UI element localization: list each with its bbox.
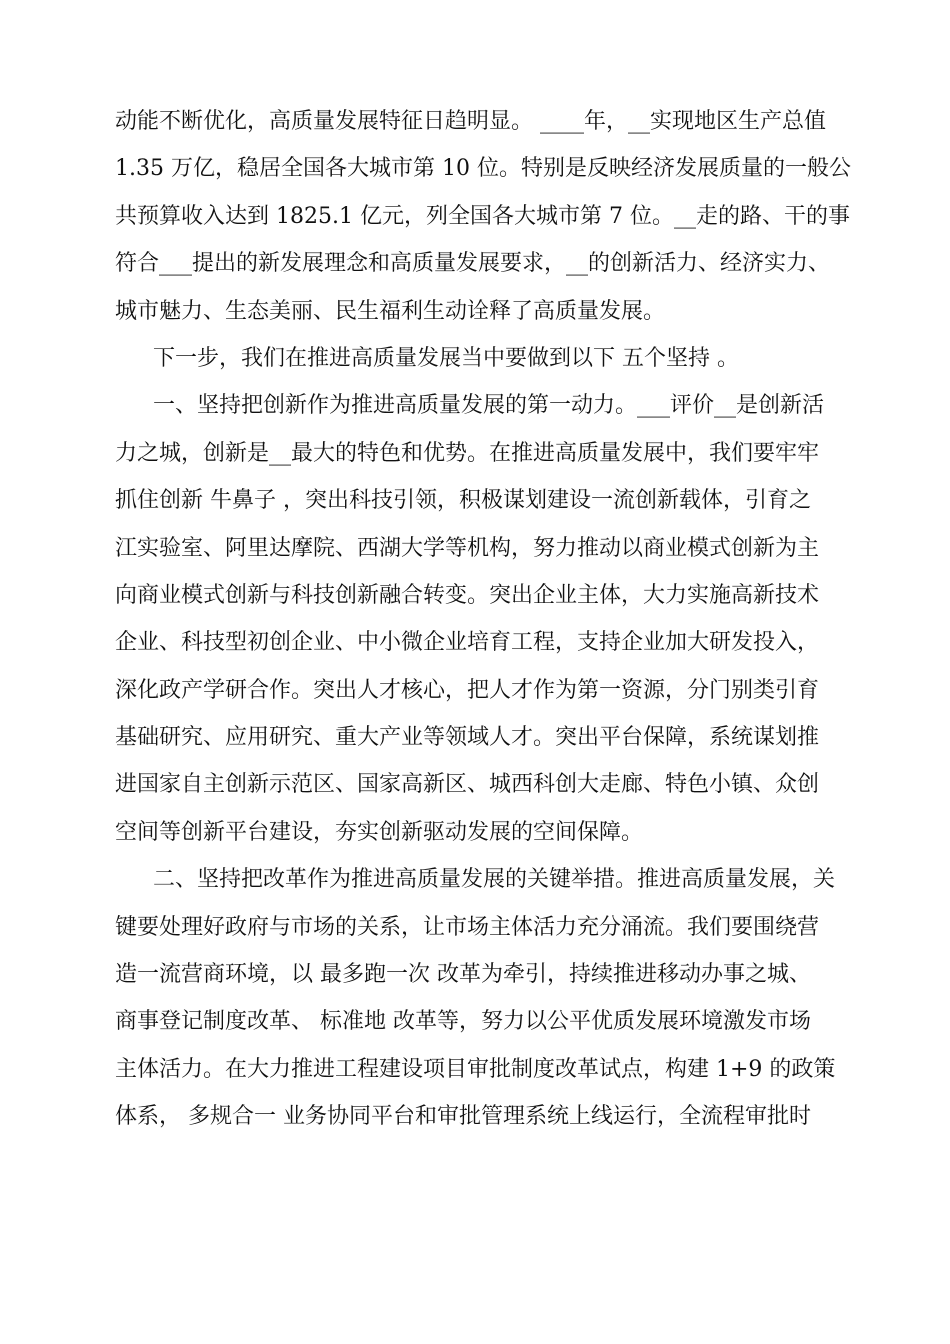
text-line: 力之城，创新是__最大的特色和优势。在推进高质量发展中，我们要牢牢 <box>115 440 820 466</box>
text-line: 江实验室、阿里达摩院、西湖大学等机构，努力推动以商业模式创新为主 <box>115 535 820 561</box>
text-line: 向商业模式创新与科技创新融合转变。突出企业主体，大力实施高新技术 <box>115 582 820 608</box>
text-line: 键要处理好政府与市场的关系，让市场主体活力充分涌流。我们要围绕营 <box>115 914 820 940</box>
text-line: 空间等创新平台建设，夯实创新驱动发展的空间保障。 <box>115 819 644 845</box>
text-line: 造一流营商环境，以 最多跑一次 改革为牵引，持续推进移动办事之城、 <box>115 962 811 988</box>
text-line: 二、坚持把改革作为推进高质量发展的关键举措。推进高质量发展，关 <box>153 867 836 893</box>
text-line: 进国家自主创新示范区、国家高新区、城西科创大走廊、特色小镇、众创 <box>115 772 820 798</box>
text-line: 符合___提出的新发展理念和高质量发展要求，__的创新活力、经济实力、 <box>115 251 831 277</box>
text-line: 城市魅力、生态美丽、民生福利生动诠释了高质量发展。 <box>115 298 666 324</box>
text-line: 下一步，我们在推进高质量发展当中要做到以下 五个坚持 。 <box>153 345 739 371</box>
text-line: 抓住创新 牛鼻子 ，突出科技引领，积极谋划建设一流创新载体，引育之 <box>115 488 811 514</box>
text-line: 商事登记制度改革、 标准地 改革等，努力以公平优质发展环境激发市场 <box>115 1009 811 1035</box>
text-line: 主体活力。在大力推进工程建设项目审批制度改革试点，构建 1+9 的政策 <box>115 1056 836 1082</box>
text-line: 一、坚持把创新作为推进高质量发展的第一动力。___评价__是创新活 <box>153 393 825 419</box>
text-line: 1.35 万亿，稳居全国各大城市第 10 位。特别是反映经济发展质量的一般公 <box>115 156 851 182</box>
text-line: 深化政产学研合作。突出人才核心，把人才作为第一资源，分门别类引育 <box>115 677 820 703</box>
text-line: 企业、科技型初创企业、中小微企业培育工程，支持企业加大研发投入， <box>115 630 820 656</box>
text-line: 基础研究、应用研究、重大产业等领域人才。突出平台保障，系统谋划推 <box>115 725 820 751</box>
text-line: 动能不断优化，高质量发展特征日趋明显。 ____年，__实现地区生产总值 <box>115 109 826 134</box>
text-line: 体系， 多规合一 业务协同平台和审批管理系统上线运行，全流程审批时 <box>115 1104 811 1130</box>
text-line: 共预算收入达到 1825.1 亿元，列全国各大城市第 7 位。__走的路、干的事 <box>115 203 850 229</box>
document-body <box>115 98 875 1141</box>
